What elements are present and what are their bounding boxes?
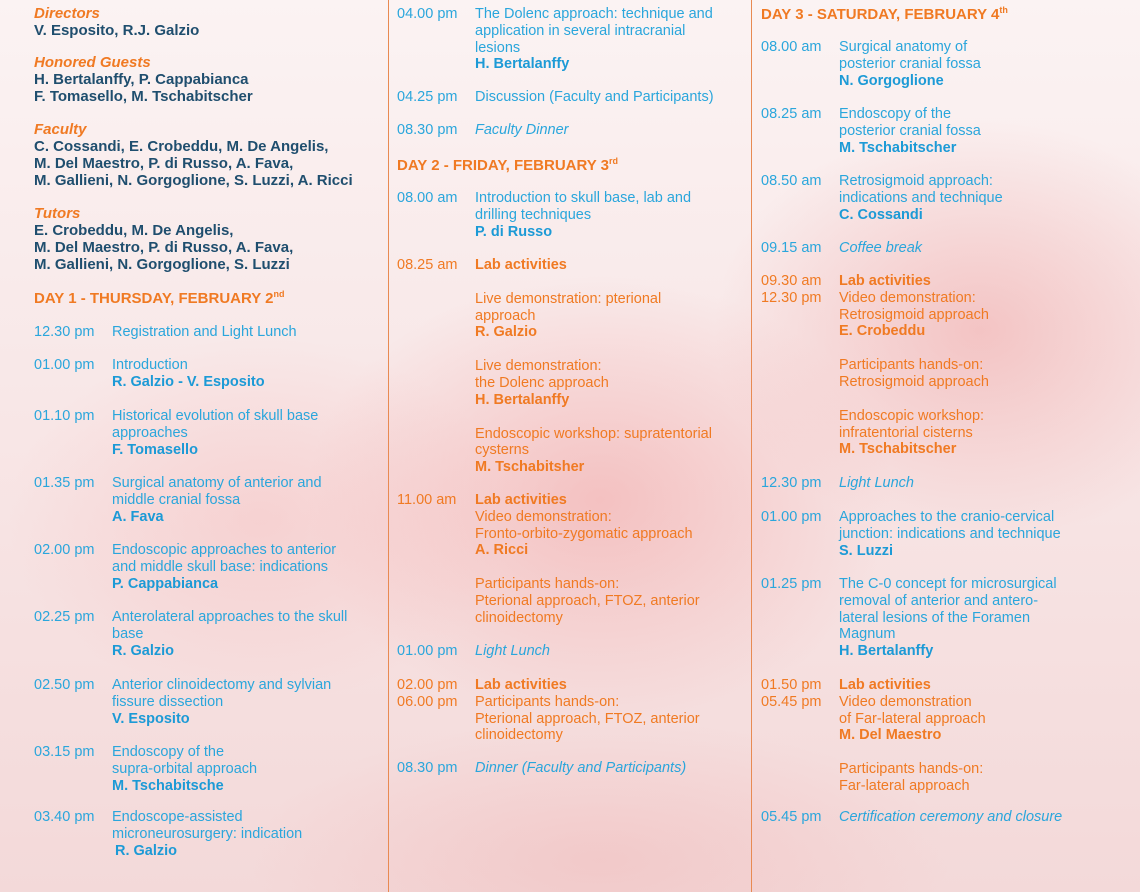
lab-heading: Lab activities (475, 492, 567, 508)
schedule-item (761, 106, 1131, 156)
lab-session (761, 677, 1131, 795)
schedule-item (34, 609, 384, 659)
faculty-section (34, 122, 384, 189)
item-time: 01.00 pm (397, 643, 458, 659)
day-1-heading (34, 290, 285, 307)
lab-title: Pterional approach, FTOZ, anterior (475, 592, 700, 609)
item-time: 01.00 pm (34, 357, 95, 373)
tutors-names: M. Gallieni, N. Gorgoglione, S. Luzzi (34, 256, 290, 273)
item-title: Discussion (Faculty and Participants) (475, 89, 714, 105)
day-3-label: DAY 3 - SATURDAY, FEBRUARY 4 (761, 6, 1000, 23)
item-title: removal of anterior and antero- (839, 592, 1039, 609)
item-time: 08.00 am (761, 39, 822, 55)
item-speaker: V. Esposito (112, 710, 190, 727)
item-time: 11.00 am (397, 492, 457, 508)
lab-title: Participants hands-on: (475, 693, 620, 710)
item-speaker: A. Fava (112, 508, 164, 525)
lab-speaker: E. Crobeddu (839, 323, 926, 340)
item-title: base (112, 625, 144, 642)
day-3-sup: th (999, 5, 1008, 15)
item-title: Coffee break (839, 240, 923, 256)
item-time: 06.00 pm (397, 694, 458, 710)
item-title: microneurosurgery: indication (112, 825, 303, 842)
item-time: 01.10 pm (34, 408, 95, 424)
schedule-item (761, 475, 1131, 492)
honored-guests-title: Honored Guests (34, 54, 151, 71)
lab-speaker: R. Galzio (475, 324, 538, 341)
tutors-names: E. Crobeddu, M. De Angelis, (34, 222, 234, 239)
lab-session (397, 677, 747, 744)
lab-title: of Far-lateral approach (839, 710, 986, 727)
item-time: 08.00 am (397, 190, 458, 206)
faculty-title: Faculty (34, 121, 87, 138)
item-title: lesions (475, 39, 521, 56)
faculty-names: M. Gallieni, N. Gorgoglione, S. Luzzi, A. Ricci (34, 172, 353, 189)
item-title: Faculty Dinner (475, 122, 569, 138)
item-time: 04.00 pm (397, 6, 458, 22)
item-speaker: N. Gorgoglione (839, 72, 944, 89)
schedule-item (761, 39, 1131, 89)
column-divider-right (751, 0, 752, 892)
item-title: fissure dissection (112, 693, 224, 710)
directors-section (34, 6, 384, 39)
item-title: Anterolateral approaches to the skull (112, 609, 348, 625)
schedule-item (34, 809, 384, 859)
schedule-item (397, 643, 747, 660)
item-title: posterior cranial fossa (839, 122, 981, 139)
item-title: Endoscopic approaches to anterior (112, 542, 337, 558)
faculty-names: C. Cossandi, E. Crobeddu, M. De Angelis, (34, 138, 329, 155)
item-time: 01.25 pm (761, 576, 822, 592)
item-title: indications and technique (839, 189, 1003, 206)
schedule-item (34, 357, 384, 391)
item-title: Light Lunch (475, 643, 550, 659)
item-title: junction: indications and technique (839, 525, 1061, 542)
item-time: 01.35 pm (34, 475, 95, 491)
item-speaker: S. Luzzi (839, 542, 893, 559)
schedule-item (761, 576, 1131, 660)
lab-heading: Lab activities (475, 677, 567, 693)
lab-title: clinoidectomy (475, 609, 563, 626)
tutors-names: M. Del Maestro, P. di Russo, A. Fava, (34, 239, 294, 256)
lab-title: Far-lateral approach (839, 777, 970, 794)
lab-title: approach (475, 307, 536, 324)
item-speaker: P. Cappabianca (112, 575, 219, 592)
schedule-item (761, 173, 1131, 223)
schedule-item (397, 190, 747, 240)
item-time: 03.15 pm (34, 744, 95, 760)
item-time: 12.30 pm (34, 324, 95, 340)
day-2-heading (397, 157, 618, 174)
lab-title: Participants hands-on: (839, 357, 984, 374)
item-speaker: H. Bertalanffy (475, 56, 570, 73)
lab-title: infratentorial cisterns (839, 424, 973, 441)
item-time: 02.00 pm (34, 542, 95, 558)
lab-title: clinoidectomy (475, 727, 563, 744)
lab-speaker: M. Tschabitsher (475, 459, 585, 476)
item-title: The Dolenc approach: technique and (475, 6, 713, 22)
item-title: Registration and Light Lunch (112, 324, 297, 340)
lab-title: Endoscopic workshop: supratentorial (475, 425, 712, 442)
schedule-item (761, 240, 1131, 257)
item-time: 09.15 am (761, 240, 822, 256)
schedule-item (34, 542, 384, 592)
item-speaker: P. di Russo (475, 223, 553, 240)
item-title: Approaches to the cranio-cervical (839, 509, 1055, 525)
lab-title: Live demonstration: (475, 358, 602, 375)
lab-session (761, 273, 1131, 458)
item-time: 02.25 pm (34, 609, 95, 625)
day-2-sup: rd (609, 156, 619, 166)
lab-title: Endoscopic workshop: (839, 407, 985, 424)
lab-title: Retrosigmoid approach (839, 306, 989, 323)
item-speaker: R. Galzio (112, 642, 175, 659)
item-time: 08.25 am (397, 257, 458, 273)
tutors-section (34, 206, 384, 273)
item-time: 09.30 am (761, 273, 822, 289)
lab-title: Participants hands-on: (839, 761, 984, 778)
item-speaker: H. Bertalanffy (839, 643, 934, 660)
honored-guests-names: F. Tomasello, M. Tschabitscher (34, 88, 253, 105)
lab-title: Fronto-orbito-zygomatic approach (475, 525, 693, 542)
item-title: Dinner (Faculty and Participants) (475, 760, 687, 776)
item-title: Introduction (112, 357, 188, 373)
item-time: 12.30 pm (761, 475, 822, 491)
item-time: 05.45 pm (761, 809, 822, 825)
item-speaker: R. Galzio - V. Esposito (112, 373, 265, 390)
schedule-item (397, 89, 747, 106)
item-title: drilling techniques (475, 206, 592, 223)
item-time: 08.25 am (761, 106, 822, 122)
item-title: Certification ceremony and closure (839, 809, 1063, 825)
item-speaker: F. Tomasello (112, 441, 198, 458)
schedule-item (34, 677, 384, 727)
item-title: Endoscope-assisted (112, 809, 243, 825)
schedule-item (397, 122, 747, 139)
honored-guests-section (34, 55, 384, 105)
lab-heading: Lab activities (839, 677, 931, 693)
honored-guests-names: H. Bertalanffy, P. Cappabianca (34, 71, 249, 88)
item-title: lateral lesions of the Foramen (839, 609, 1031, 626)
schedule-item (34, 475, 384, 525)
schedule-item (397, 760, 747, 777)
lab-speaker: M. Del Maestro (839, 727, 942, 744)
item-title: supra-orbital approach (112, 760, 258, 777)
day-2-label: DAY 2 - FRIDAY, FEBRUARY 3 (397, 157, 610, 174)
lab-speaker: H. Bertalanffy (475, 391, 570, 408)
item-title: Surgical anatomy of (839, 39, 968, 55)
day-3-heading (761, 6, 1008, 23)
schedule-item (761, 509, 1131, 559)
tutors-title: Tutors (34, 205, 81, 222)
day-1-label: DAY 1 - THURSDAY, FEBRUARY 2 (34, 290, 274, 307)
item-title: Light Lunch (839, 475, 914, 491)
lab-title: Participants hands-on: (475, 576, 620, 593)
lab-title: cysterns (475, 442, 529, 459)
schedule-item (761, 809, 1131, 826)
faculty-names: M. Del Maestro, P. di Russo, A. Fava, (34, 155, 294, 172)
item-title: middle cranial fossa (112, 491, 241, 508)
lab-heading: Lab activities (839, 273, 931, 289)
item-title: application in several intracranial (475, 22, 686, 39)
item-title: Introduction to skull base, lab and (475, 190, 692, 206)
item-speaker: R. Galzio (115, 842, 178, 859)
schedule-item (34, 324, 384, 341)
item-time: 02.50 pm (34, 677, 95, 693)
item-title: Surgical anatomy of anterior and (112, 475, 322, 491)
lab-session (397, 257, 747, 476)
item-title: Retrosigmoid approach: (839, 173, 993, 189)
item-speaker: C. Cossandi (839, 206, 923, 223)
lab-session (397, 492, 747, 627)
schedule-item (397, 6, 747, 73)
item-time: 05.45 pm (761, 694, 822, 710)
item-title: Magnum (839, 626, 896, 643)
lab-title: Live demonstration: pterional (475, 290, 662, 307)
item-title: The C-0 concept for microsurgical (839, 576, 1057, 592)
item-time: 01.50 pm (761, 677, 822, 693)
item-time: 04.25 pm (397, 89, 458, 105)
lab-title: Video demonstration: (475, 508, 612, 525)
directors-names: V. Esposito, R.J. Galzio (34, 22, 200, 39)
item-title: Endoscopy of the (112, 744, 225, 760)
item-time: 12.30 pm (761, 290, 822, 306)
item-time: 08.30 pm (397, 122, 458, 138)
item-speaker: M. Tschabitscher (839, 139, 957, 156)
item-time: 08.30 pm (397, 760, 458, 776)
item-title: Anterior clinoidectomy and sylvian (112, 677, 332, 693)
item-time: 08.50 am (761, 173, 822, 189)
directors-title: Directors (34, 5, 100, 22)
day-1-sup: nd (273, 289, 285, 299)
lab-speaker: A. Ricci (475, 542, 529, 559)
lab-title: the Dolenc approach (475, 374, 609, 391)
lab-speaker: M. Tschabitscher (839, 441, 957, 458)
schedule-item (34, 744, 384, 794)
item-time: 01.00 pm (761, 509, 822, 525)
lab-heading: Lab activities (475, 257, 567, 273)
item-title: Endoscopy of the (839, 106, 952, 122)
item-title: posterior cranial fossa (839, 55, 981, 72)
lab-title: Video demonstration: (839, 289, 976, 306)
item-speaker: M. Tschabitsche (112, 777, 224, 794)
schedule-item (34, 408, 384, 458)
column-divider-left (388, 0, 389, 892)
item-time: 03.40 pm (34, 809, 95, 825)
item-title: and middle skull base: indications (112, 558, 329, 575)
item-time: 02.00 pm (397, 677, 458, 693)
lab-title: Video demonstration (839, 693, 972, 710)
item-title: approaches (112, 424, 188, 441)
lab-title: Retrosigmoid approach (839, 373, 989, 390)
item-title: Historical evolution of skull base (112, 408, 319, 424)
lab-title: Pterional approach, FTOZ, anterior (475, 710, 700, 727)
